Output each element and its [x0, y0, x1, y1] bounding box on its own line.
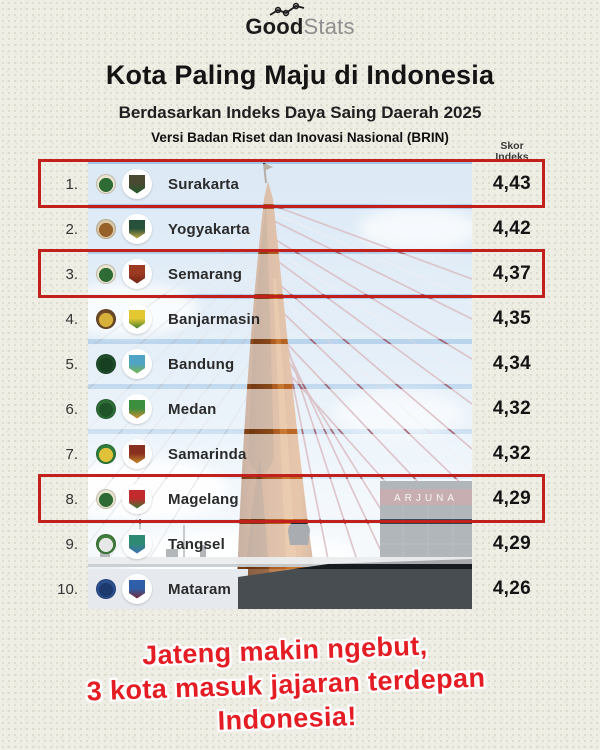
- row-strip: [88, 344, 472, 384]
- rank-number: 5.: [65, 355, 78, 373]
- ranking-row: [38, 434, 545, 474]
- footer-headline: [0, 623, 588, 746]
- city-emblem-shield: [129, 220, 145, 239]
- samarinda-city-emblem-icon: [122, 439, 152, 469]
- city-name: Yogyakarta: [168, 220, 250, 238]
- rank-number: 3.: [65, 265, 78, 283]
- footer-line2: 3 kota masuk jajaran terdepan: [86, 662, 486, 707]
- ranking-list: [0, 159, 600, 609]
- logo-chart-icon: [269, 2, 311, 18]
- score-value: 4,32: [492, 398, 531, 419]
- ranking-row: [38, 389, 545, 429]
- city-name: Magelang: [168, 490, 239, 508]
- surakarta-city-emblem-icon: [122, 169, 152, 199]
- kalimantan-selatan-province-logo-icon: [96, 309, 116, 329]
- city-emblem-shield: [129, 355, 145, 374]
- bandung-city-emblem-icon: [122, 349, 152, 379]
- banjarmasin-city-emblem-icon: [122, 304, 152, 334]
- row-strip: [88, 569, 472, 609]
- magelang-city-emblem-icon: [122, 484, 152, 514]
- ranking-row: [38, 164, 545, 204]
- logo-text-bold: Good: [245, 14, 304, 39]
- yogyakarta-city-emblem-icon: [122, 214, 152, 244]
- jawa-tengah-province-logo-icon: [96, 264, 116, 284]
- row-strip: [88, 434, 472, 474]
- city-emblem-shield: [129, 580, 145, 599]
- rank-number: 7.: [65, 445, 78, 463]
- row-strip: [88, 389, 472, 429]
- ranking-row: [38, 209, 545, 249]
- city-name: Semarang: [168, 265, 243, 283]
- rank-number: 1.: [65, 175, 78, 193]
- page-subtitle: Berdasarkan Indeks Daya Saing Daerah 2025: [118, 103, 482, 122]
- row-strip: [88, 254, 472, 294]
- footer-line1: Jateng makin ngebut,: [141, 630, 429, 671]
- ranking-row: [38, 479, 545, 519]
- yogyakarta-province-logo-icon: [96, 219, 116, 239]
- footer-line3: Indonesia!: [217, 701, 358, 736]
- mataram-city-emblem-icon: [122, 574, 152, 604]
- rank-number: 10.: [57, 580, 78, 598]
- city-name: Surakarta: [168, 175, 240, 193]
- ranking-row: [38, 524, 545, 564]
- sumatera-utara-province-logo-icon: [96, 399, 116, 419]
- score-value: 4,26: [492, 578, 531, 599]
- rank-number: 8.: [65, 490, 78, 508]
- row-strip: [88, 209, 472, 249]
- city-name: Mataram: [168, 580, 232, 598]
- tangerang-selatan-city-emblem-icon: [122, 529, 152, 559]
- page-title: Kota Paling Maju di Indonesia: [105, 60, 495, 90]
- source-line: Versi Badan Riset dan Inovasi Nasional (BRIN): [151, 130, 449, 145]
- score-value: 4,42: [492, 218, 531, 239]
- rank-number: 9.: [65, 535, 78, 553]
- nusa-tenggara-barat-province-logo-icon: [96, 579, 116, 599]
- logo-text-light: Stats: [303, 14, 355, 39]
- ranking-row: [38, 254, 545, 294]
- city-name: Banjarmasin: [168, 310, 261, 328]
- medan-city-emblem-icon: [122, 394, 152, 424]
- kalimantan-timur-province-logo-icon: [96, 444, 116, 464]
- score-value: 4,29: [492, 533, 531, 554]
- score-header-line1: Skor: [500, 140, 524, 152]
- ranking-row: [38, 569, 545, 609]
- city-emblem-shield: [129, 175, 145, 194]
- score-header-line2: Indeks: [495, 151, 529, 163]
- rank-number: 2.: [65, 220, 78, 238]
- ranking-section: [0, 140, 600, 617]
- city-emblem-shield: [129, 310, 145, 329]
- city-emblem-shield: [129, 445, 145, 464]
- row-strip: [88, 524, 472, 564]
- score-value: 4,29: [492, 488, 531, 509]
- row-strip: [88, 479, 472, 519]
- score-value: 4,34: [492, 353, 531, 374]
- row-strip: [88, 164, 472, 204]
- row-strip: [88, 299, 472, 339]
- city-name: Tangsel: [168, 535, 225, 553]
- semarang-city-emblem-icon: [122, 259, 152, 289]
- header-logo-area: [0, 0, 600, 40]
- ranking-row: [38, 344, 545, 384]
- city-name: Bandung: [168, 355, 235, 373]
- city-emblem-shield: [129, 265, 145, 284]
- score-value: 4,43: [492, 173, 531, 194]
- city-name: Medan: [168, 400, 217, 418]
- score-value: 4,35: [492, 308, 531, 329]
- jawa-tengah-province-logo-icon: [96, 489, 116, 509]
- score-value: 4,32: [492, 443, 531, 464]
- ranking-row: [38, 299, 545, 339]
- city-emblem-shield: [129, 535, 145, 554]
- city-emblem-shield: [129, 400, 145, 419]
- jawa-barat-province-logo-icon: [96, 354, 116, 374]
- goodstats-logo: [245, 14, 354, 40]
- city-emblem-shield: [129, 490, 145, 509]
- jawa-tengah-province-logo-icon: [96, 174, 116, 194]
- rank-number: 6.: [65, 400, 78, 418]
- banten-province-logo-icon: [96, 534, 116, 554]
- score-value: 4,37: [492, 263, 531, 284]
- city-name: Samarinda: [168, 445, 247, 463]
- rank-number: 4.: [65, 310, 78, 328]
